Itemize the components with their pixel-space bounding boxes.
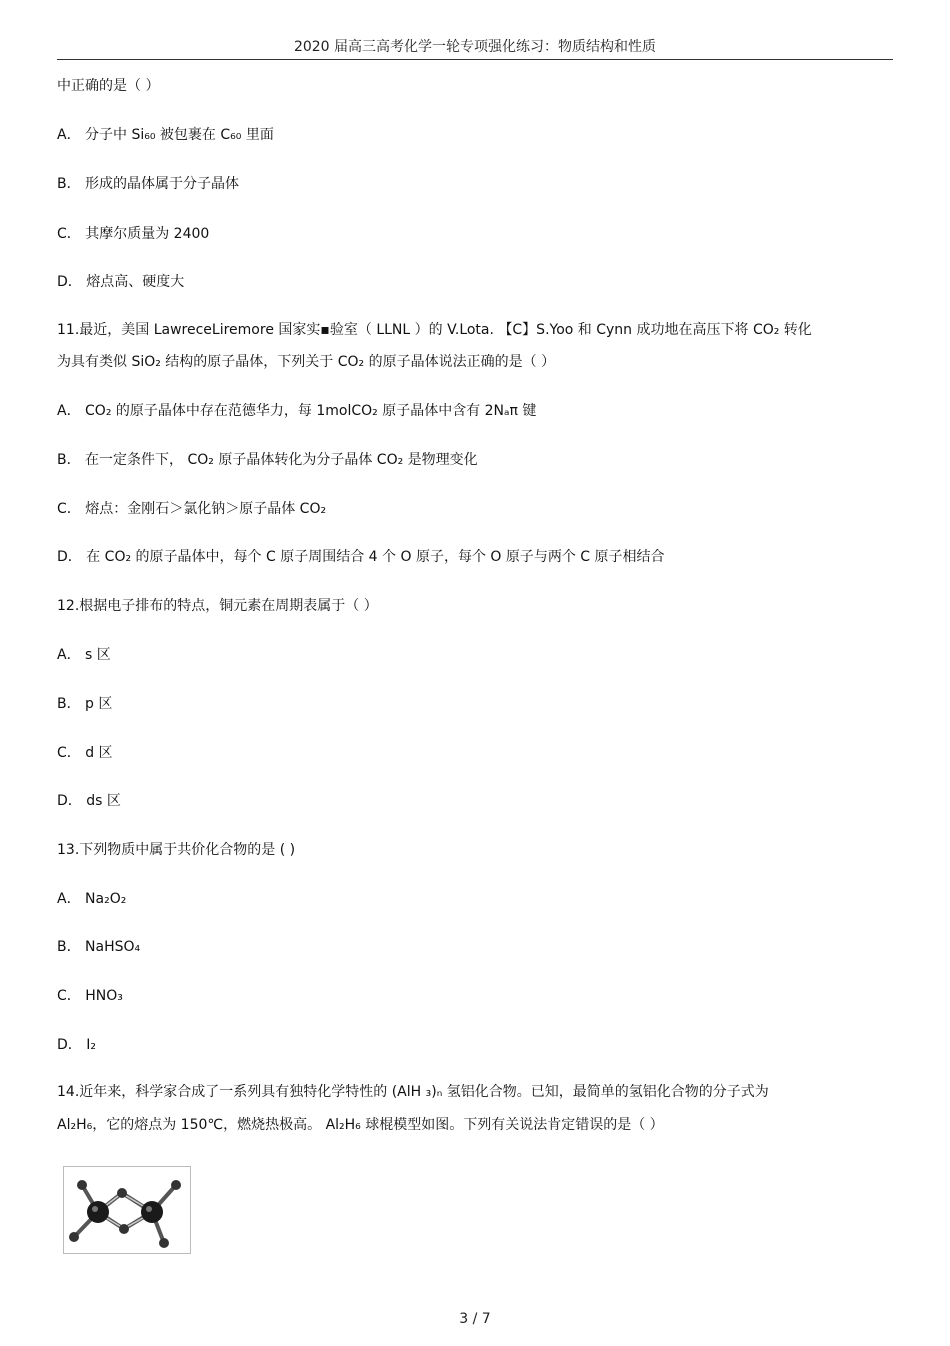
- text-line: 中正确的是（ ）: [57, 78, 160, 94]
- header-divider: [57, 59, 893, 60]
- option-c: C． d 区: [57, 745, 113, 761]
- option-c: C． HNO₃: [57, 988, 123, 1004]
- option-b: B． 在一定条件下， CO₂ 原子晶体转化为分子晶体 CO₂ 是物理变化: [57, 452, 478, 468]
- option-a: A． 分子中 Si₆₀ 被包裹在 C₆₀ 里面: [57, 127, 274, 143]
- option-a: A． Na₂O₂: [57, 891, 127, 907]
- option-d: D． 熔点高、硬度大: [57, 274, 185, 290]
- page-header-title: 2020 届高三高考化学一轮专项强化练习：物质结构和性质: [293, 39, 657, 55]
- option-d: D． I₂: [57, 1037, 96, 1053]
- option-a: A． CO₂ 的原子晶体中存在范德华力，每 1molCO₂ 原子晶体中含有 2Nₐπ 键: [57, 403, 537, 419]
- al2h6-ball-and-stick-model-icon: [63, 1166, 191, 1254]
- option-c: C． 熔点：金刚石＞氯化钠＞原子晶体 CO₂: [57, 501, 327, 517]
- option-d: D． 在 CO₂ 的原子晶体中，每个 C 原子周围结合 4 个 O 原子，每个 O 原子与两个 C 原子相结合: [57, 549, 665, 565]
- page-number: 3 / 7: [459, 1311, 491, 1327]
- option-c: C． 其摩尔质量为 2400: [57, 226, 210, 242]
- question-14-line-1: 14.近年来，科学家合成了一系列具有独特化学特性的 (AlH ₃)ₙ 氢铝化合物。已知，最简单的氢铝化合物的分子式为: [57, 1084, 769, 1100]
- option-a: A． s 区: [57, 647, 111, 663]
- question-11-line-1: 11.最近，美国 LawreceLiremore 国家实▪验室（ LLNL ）的 V.Lota. 【C】S.Yoo 和 Cynn 成功地在高压下将 CO₂ 转化: [57, 322, 812, 338]
- question-11-line-2: 为具有类似 SiO₂ 结构的原子晶体，下列关于 CO₂ 的原子晶体说法正确的是（ ）: [57, 354, 556, 370]
- option-d: D． ds 区: [57, 793, 121, 809]
- option-b: B． NaHSO₄: [57, 939, 141, 955]
- option-b: B． 形成的晶体属于分子晶体: [57, 176, 240, 192]
- option-b: B． p 区: [57, 696, 113, 712]
- question-14-line-2: Al₂H₆，它的熔点为 150℃，燃烧热极高。 Al₂H₆ 球棍模型如图。下列有关说法肯定错误的是（ ）: [57, 1117, 664, 1133]
- question-12: 12.根据电子排布的特点，铜元素在周期表属于（ ）: [57, 598, 378, 614]
- question-13: 13.下列物质中属于共价化合物的是 ( ): [57, 842, 296, 858]
